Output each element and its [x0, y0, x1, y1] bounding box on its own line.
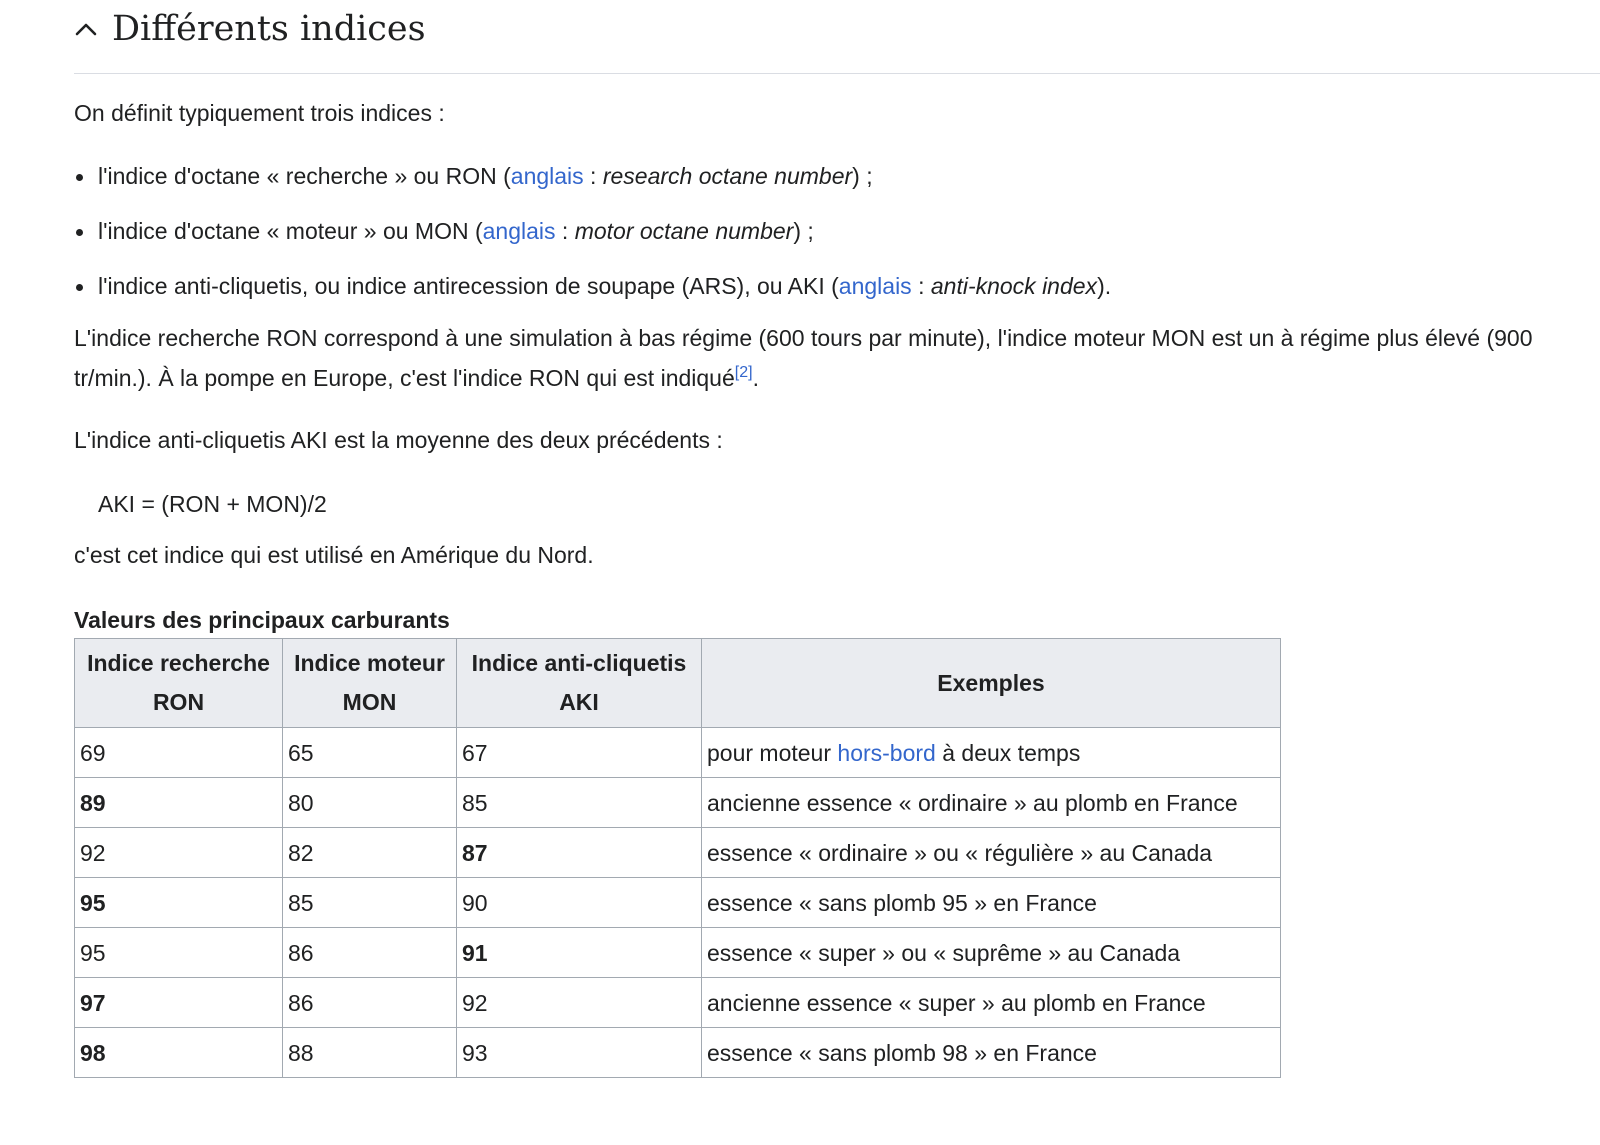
cell-mon: 80: [283, 778, 457, 828]
table-header-row: [75, 639, 1281, 728]
section-header[interactable]: [74, 0, 1600, 74]
cell-aki: 90: [457, 878, 702, 928]
cell-mon: 82: [283, 828, 457, 878]
anglais-link[interactable]: anglais: [838, 273, 912, 299]
cell-mon: 65: [283, 728, 457, 778]
anglais-link[interactable]: anglais: [510, 163, 584, 189]
table-row: [75, 1028, 1281, 1078]
table-row: [75, 728, 1281, 778]
cell-ron: 98: [75, 1028, 283, 1078]
english-term: research octane number: [602, 163, 853, 189]
cell-aki: 87: [457, 828, 702, 878]
header-aki: Indice anti-cliquetis AKI: [457, 639, 702, 728]
cell-mon: 88: [283, 1028, 457, 1078]
cell-example: essence « super » ou « suprême » au Canada: [702, 928, 1281, 978]
cell-aki: 91: [457, 928, 702, 978]
ron-paragraph: L'indice recherche RON correspond à une simulation à bas régime (600 tours par minute), l'indice moteur MON est un à régime plus élevé (900 tr/min.). À la pompe en Europe, c'est l'indice RON qui est indiqué[2].: [74, 325, 1533, 391]
cell-example: essence « sans plomb 98 » en France: [702, 1028, 1281, 1078]
english-term: motor octane number: [574, 218, 794, 244]
cell-ron: 92: [75, 828, 283, 878]
cell-example: pour moteur hors-bord à deux temps: [702, 728, 1281, 778]
intro-paragraph: On définit typiquement trois indices :: [74, 100, 445, 126]
cell-example: essence « ordinaire » ou « régulière » au Canada: [702, 828, 1281, 878]
cell-aki: 85: [457, 778, 702, 828]
table-row: [75, 878, 1281, 928]
cell-ron: 97: [75, 978, 283, 1028]
table-caption: Valeurs des principaux carburants: [74, 607, 450, 633]
cell-ron: 89: [75, 778, 283, 828]
aki-formula: AKI = (RON + MON)/2: [98, 491, 327, 517]
north-america-paragraph: c'est cet indice qui est utilisé en Amérique du Nord.: [74, 542, 594, 568]
cell-aki: 67: [457, 728, 702, 778]
indices-list: [74, 156, 1111, 321]
table-row: [75, 778, 1281, 828]
table-row: [75, 928, 1281, 978]
cell-ron: 95: [75, 878, 283, 928]
header-examples: Exemples: [702, 639, 1281, 728]
reference-link[interactable]: [2]: [734, 364, 753, 381]
cell-mon: 86: [283, 928, 457, 978]
header-mon: Indice moteur MON: [283, 639, 457, 728]
cell-mon: 86: [283, 978, 457, 1028]
hors-bord-link[interactable]: hors-bord: [837, 739, 936, 766]
cell-mon: 85: [283, 878, 457, 928]
fuel-values-table: [74, 638, 1281, 1078]
cell-example: ancienne essence « ordinaire » au plomb en France: [702, 778, 1281, 828]
list-item-aki: l'indice anti-cliquetis, ou indice antirecession de soupape (ARS), ou AKI (anglais : anti-knock index).: [98, 266, 1111, 321]
list-item-mon: l'indice d'octane « moteur » ou MON (anglais : motor octane number) ;: [98, 211, 1111, 266]
table-row: [75, 828, 1281, 878]
cell-example: ancienne essence « super » au plomb en France: [702, 978, 1281, 1028]
cell-example: essence « sans plomb 95 » en France: [702, 878, 1281, 928]
table-row: [75, 978, 1281, 1028]
section-title: Différents indices: [112, 9, 426, 49]
cell-aki: 92: [457, 978, 702, 1028]
list-item-ron: l'indice d'octane « recherche » ou RON (anglais : research octane number) ;: [98, 156, 1111, 211]
aki-paragraph: L'indice anti-cliquetis AKI est la moyenne des deux précédents :: [74, 427, 723, 453]
cell-aki: 93: [457, 1028, 702, 1078]
header-ron: Indice recherche RON: [75, 639, 283, 728]
chevron-up-icon[interactable]: [74, 17, 98, 41]
cell-ron: 69: [75, 728, 283, 778]
cell-ron: 95: [75, 928, 283, 978]
anglais-link[interactable]: anglais: [482, 218, 556, 244]
english-term: anti-knock index: [930, 273, 1098, 299]
